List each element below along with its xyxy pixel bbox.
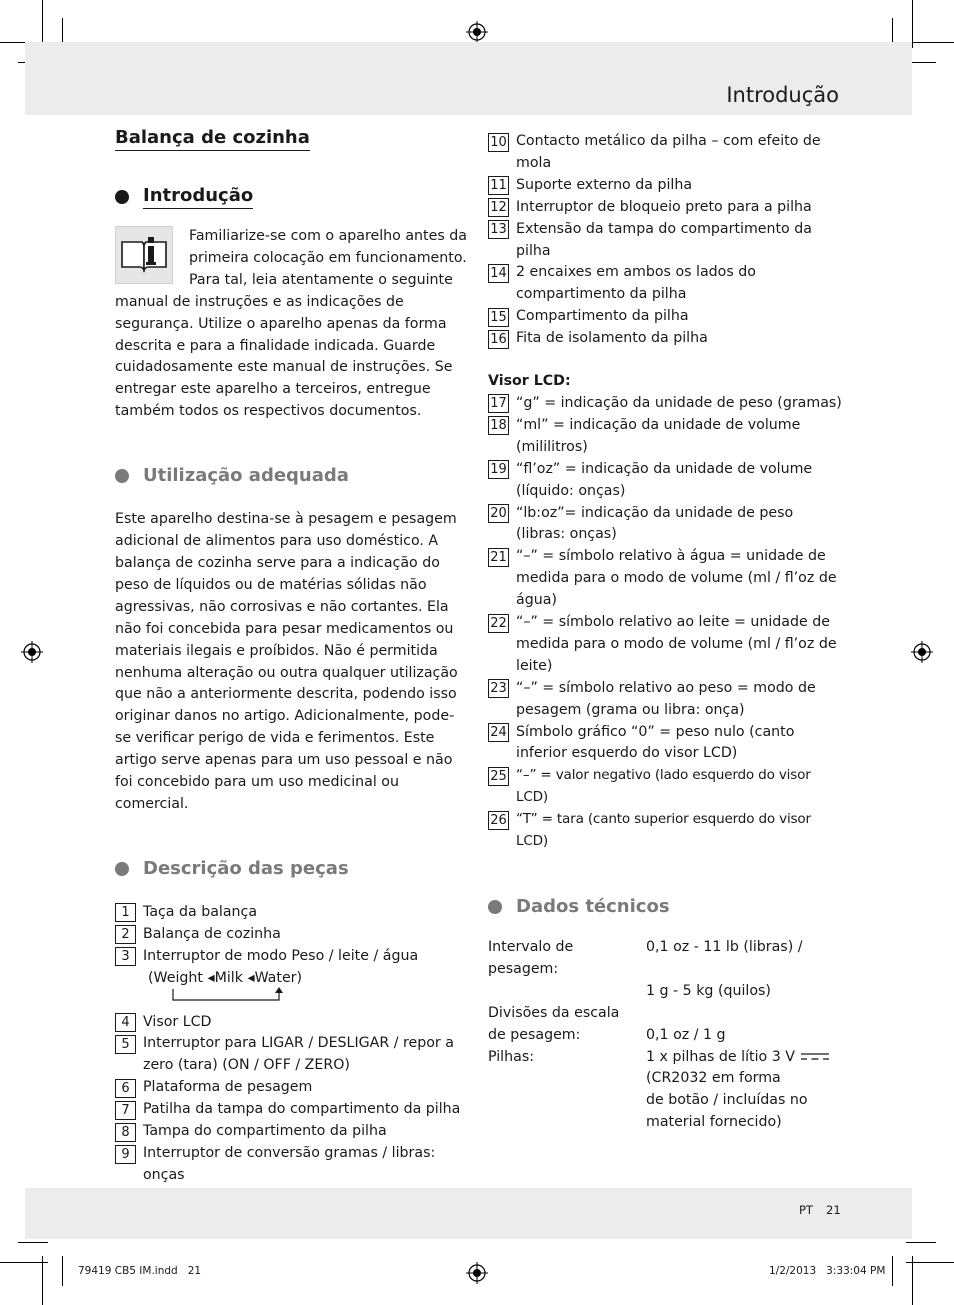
part-text: Interruptor para LIGAR / DESLIGAR / repor a zero (tara) (ON / OFF / ZERO)	[143, 1035, 454, 1074]
part-text: Interruptor de bloqueio preto para a pilha	[516, 198, 812, 215]
left-column	[115, 126, 467, 1187]
table-row	[488, 1025, 843, 1047]
list-item	[488, 678, 843, 722]
part-text: Compartimento da pilha	[516, 308, 689, 325]
list-item	[115, 1077, 467, 1099]
part-number: 15	[488, 308, 509, 327]
tech-value: material fornecido)	[646, 1114, 782, 1131]
part-text: “–” = valor negativo (lado esquerdo do visor LCD)	[516, 767, 811, 806]
list-item	[488, 175, 843, 197]
dc-symbol-icon	[800, 1052, 830, 1062]
registration-mark-icon	[21, 641, 43, 663]
list-item	[115, 1099, 467, 1121]
part-text: “–” = símbolo relativo à água = unidade de medida para o modo de volume (ml / fl’oz de água)	[516, 548, 837, 609]
parts-list-right	[488, 131, 843, 350]
list-item	[488, 765, 843, 809]
tech-key: Intervalo de pesagem:	[488, 939, 574, 977]
intro-heading-text: Introdução	[143, 184, 253, 209]
part-text: Balança de cozinha	[143, 925, 281, 942]
tech-value	[646, 1003, 843, 1025]
tech-key	[488, 1090, 646, 1112]
table-row	[488, 981, 843, 1003]
list-item	[488, 722, 843, 766]
print-slug-file: 79419 CB5 IM.indd 21	[78, 1265, 202, 1277]
intro-text: Familiarize-se com o aparelho antes da primeira colocação em funcionamento. Para tal, leia atentamente o seguinte manual de instruções e as indicações de segurança. Utilize o aparelho apenas da forma descrita e para a finalidade indicada. Guarde cuidadosamente este manual de instruções. Se entregar este aparelho a terceiros, entregue também todos os respectivos documentos.	[115, 228, 467, 420]
part-number: 12	[488, 198, 509, 217]
part-text: Visor LCD	[143, 1013, 212, 1030]
tech-key: de pesagem:	[488, 1026, 581, 1043]
tech-key: Divisões da escala	[488, 1004, 620, 1021]
tech-table	[488, 937, 843, 1134]
print-slug-date: 1/2/2013 3:33:04 PM	[769, 1265, 886, 1277]
part-number: 14	[488, 264, 509, 283]
bullet-icon	[115, 469, 129, 483]
part-number: 6	[115, 1079, 136, 1098]
list-item	[488, 612, 843, 678]
part-number: 13	[488, 220, 509, 239]
part-text: “T” = tara (canto superior esquerdo do visor LCD)	[516, 811, 811, 850]
part-text: “ml” = indicação da unidade de volume (mililitros)	[516, 416, 801, 455]
tech-heading-text: Dados técnicos	[516, 896, 670, 917]
part-number: 5	[115, 1035, 136, 1054]
tech-value-text: 1 x pilhas de lítio 3 V	[646, 1048, 795, 1065]
registration-mark-icon	[911, 641, 933, 663]
part-number: 16	[488, 330, 509, 349]
part-text: Contacto metálico da pilha – com efeito de mola	[516, 133, 821, 171]
footer-language: PT	[799, 1203, 813, 1217]
tech-value	[646, 1047, 843, 1069]
list-item	[115, 1033, 467, 1077]
list-item	[488, 219, 843, 263]
part-number: 25	[488, 767, 509, 786]
part-number: 10	[488, 133, 509, 152]
registration-mark-icon	[466, 1262, 488, 1284]
tech-key	[488, 981, 646, 1003]
mode-sequence-row	[115, 968, 467, 1012]
list-item	[115, 1012, 467, 1034]
list-item	[115, 946, 467, 968]
parts-heading	[115, 857, 467, 881]
page-number: 21	[826, 1203, 841, 1217]
lcd-label: Visor LCD:	[488, 373, 571, 390]
part-number: 24	[488, 723, 509, 742]
part-number: 8	[115, 1123, 136, 1142]
part-text: “g” = indicação da unidade de peso (gramas)	[516, 394, 842, 411]
part-number: 23	[488, 679, 509, 698]
crop-mark	[0, 1262, 48, 1263]
crop-mark	[62, 1256, 63, 1286]
part-text: “–” = símbolo relativo ao leite = unidade de medida para o modo de volume (ml / fl’oz de leite)	[516, 614, 837, 674]
tech-value: 0,1 oz / 1 g	[646, 1026, 726, 1043]
part-text: Tampa do compartimento da pilha	[143, 1123, 387, 1140]
part-number: 22	[488, 614, 509, 633]
bullet-icon	[115, 190, 129, 204]
part-text: “–” = símbolo relativo ao peso = modo de pesagem (grama ou libra: onça)	[516, 679, 816, 718]
table-row	[488, 1112, 843, 1134]
part-text: Fita de isolamento da pilha	[516, 330, 708, 347]
crop-mark	[892, 1256, 893, 1286]
part-number: 11	[488, 176, 509, 195]
list-item	[115, 1121, 467, 1143]
part-number: 4	[115, 1013, 136, 1032]
part-number: 18	[488, 416, 509, 435]
table-row	[488, 1047, 843, 1069]
list-item	[488, 306, 843, 328]
crop-mark	[912, 0, 913, 48]
part-text: Interruptor de conversão gramas / libras: onças	[143, 1145, 436, 1183]
list-item	[488, 415, 843, 459]
table-row	[488, 937, 843, 981]
part-text: 2 encaixes em ambos os lados do compartimento da pilha	[516, 264, 756, 303]
part-number: 9	[115, 1145, 136, 1164]
part-number: 21	[488, 548, 509, 567]
table-row	[488, 1003, 843, 1025]
cycle-arrow-icon	[171, 987, 283, 1003]
part-number: 7	[115, 1101, 136, 1120]
crop-mark	[912, 1256, 913, 1305]
bullet-icon	[488, 900, 502, 914]
list-item	[115, 1143, 467, 1187]
part-text: Interruptor de modo Peso / leite / água	[143, 947, 419, 964]
part-number: 3	[115, 947, 136, 966]
part-number: 26	[488, 811, 509, 830]
intended-use-heading-text: Utilização adequada	[143, 465, 349, 487]
document-title: Balança de cozinha	[115, 126, 310, 151]
part-text: Suporte externo da pilha	[516, 176, 693, 193]
list-item	[488, 131, 843, 175]
table-row	[488, 1090, 843, 1112]
list-item	[488, 328, 843, 350]
part-number: 17	[488, 394, 509, 413]
tech-value: (CR2032 em forma	[646, 1070, 781, 1087]
part-number: 1	[115, 903, 136, 922]
crop-mark	[906, 42, 954, 43]
part-text: “fl’oz” = indicação da unidade de volume (líquido: onças)	[516, 460, 813, 499]
registration-mark-icon	[466, 21, 488, 43]
tech-heading	[488, 895, 843, 919]
bullet-icon	[115, 862, 129, 876]
table-row	[488, 1068, 843, 1090]
tech-key	[488, 1068, 646, 1090]
tech-value: 0,1 oz - 11 lb (libras) /	[646, 939, 803, 955]
intro-block	[115, 226, 467, 423]
tech-key	[488, 1112, 646, 1134]
right-column	[488, 131, 843, 1134]
part-number: 19	[488, 460, 509, 479]
list-item	[115, 902, 467, 924]
part-text: Plataforma de pesagem	[143, 1079, 313, 1096]
list-item	[488, 546, 843, 612]
mode-sequence: (Weight ◂Milk ◂Water)	[148, 969, 303, 986]
tech-value: 1 g - 5 kg (quilos)	[646, 982, 771, 999]
tech-key: Pilhas:	[488, 1048, 534, 1065]
tech-value: de botão / incluídas no	[646, 1092, 808, 1109]
list-item	[488, 393, 843, 415]
part-number: 2	[115, 925, 136, 944]
crop-mark	[906, 1262, 954, 1263]
crop-mark	[18, 1242, 48, 1243]
intended-use-heading	[115, 464, 467, 488]
page-header-title: Introdução	[726, 83, 839, 107]
crop-mark	[42, 0, 43, 48]
footer-band	[25, 1188, 912, 1239]
lcd-list	[488, 393, 843, 853]
list-item	[488, 503, 843, 547]
parts-heading-text: Descrição das peças	[143, 857, 349, 879]
list-item	[488, 809, 843, 853]
intro-heading	[115, 184, 467, 209]
list-item	[488, 197, 843, 219]
parts-list-left	[115, 902, 467, 1187]
info-manual-icon	[115, 226, 173, 284]
intended-use-text: Este aparelho destina-se à pesagem e pesagem adicional de alimentos para uso doméstico. A balança de cozinha serve para a indicação do peso de líquidos ou de matérias sólidas não agressivas, não corrosivas e não cortantes. Ela não foi concebida para pesar medicamentos ou materiais ilegais e proíbidos. Não é permitida nenhuma alteração ou outra qualquer utilização que não a anteriormente descrita, podendo isso originar danos no artigo. Adicionalmente, pode-se verificar perigo de vida e ferimentos. Este artigo serve apenas para um uso pessoal e não foi concebido para um uso medicinal ou comercial.	[115, 511, 458, 812]
part-text: Patilha da tampa do compartimento da pilha	[143, 1101, 461, 1118]
crop-mark	[42, 1256, 43, 1305]
crop-mark	[906, 1242, 936, 1243]
list-item	[488, 262, 843, 306]
part-number: 20	[488, 504, 509, 523]
part-text: “lb:oz”= indicação da unidade de peso (libras: onças)	[516, 504, 794, 543]
part-text: Extensão da tampa do compartimento da pilha	[516, 220, 812, 259]
list-item	[488, 459, 843, 503]
part-text: Taça da balança	[143, 903, 258, 920]
part-text: Símbolo gráfico “0” = peso nulo (canto inferior esquerdo do visor LCD)	[516, 723, 795, 762]
list-item	[115, 924, 467, 946]
